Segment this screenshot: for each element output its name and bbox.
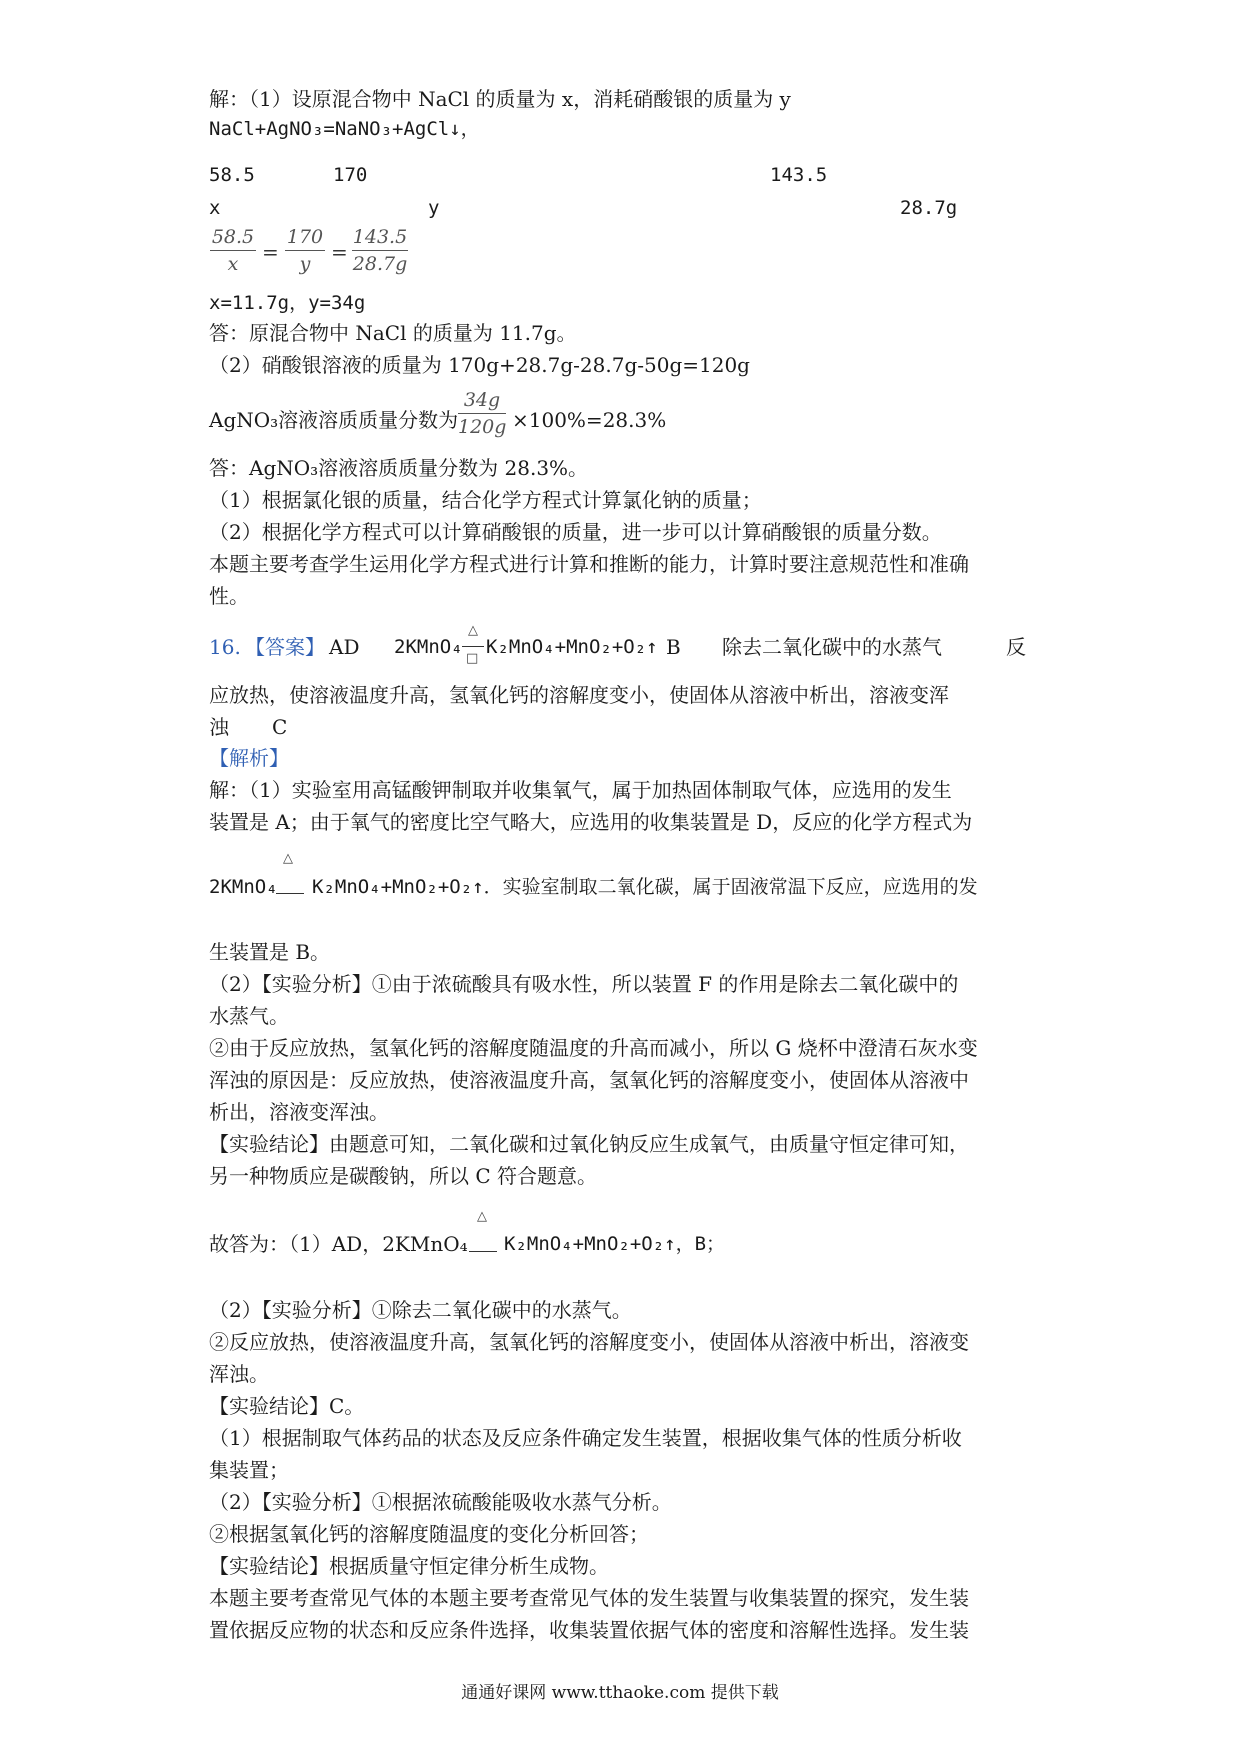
- text-line: 集装置；: [209, 1458, 289, 1482]
- equals-sign: =: [262, 240, 279, 264]
- equals-sign: =: [331, 240, 348, 264]
- fraction-bar: [210, 250, 256, 251]
- text-line: （2）硝酸银溶液的质量为 170g+28.7g-28.7g-50g=120g: [209, 353, 750, 377]
- answer-text: 除去二氧化碳中的水蒸气: [722, 635, 942, 659]
- equation-right: K₂MnO₄+MnO₂+O₂↑，B；: [504, 1233, 726, 1255]
- text-line: 浊: [209, 715, 229, 739]
- equation-line: NaCl+AgNO₃=NaNO₃+AgCl↓，: [209, 118, 480, 140]
- text-line: 性。: [209, 584, 249, 608]
- text-line: （1）根据氯化银的质量，结合化学方程式计算氯化钠的质量；: [209, 488, 762, 512]
- fraction-numerator: 143.5: [352, 226, 408, 248]
- heat-condition-icon: △: [468, 623, 478, 638]
- text-line: 【实验结论】C。: [209, 1394, 365, 1418]
- fraction-bar: [352, 250, 408, 251]
- text-line: （2）【实验分析】①由于浓硫酸具有吸水性，所以装置 F 的作用是除去二氧化碳中的: [209, 972, 959, 996]
- fraction: [352, 225, 408, 276]
- text-line: （2）【实验分析】①除去二氧化碳中的水蒸气。: [209, 1298, 632, 1322]
- reaction-line: [276, 893, 304, 894]
- text-line: 答：原混合物中 NaCl 的质量为 11.7g。: [209, 321, 577, 345]
- text-line: （2）根据化学方程式可以计算硝酸银的质量，进一步可以计算硝酸银的质量分数。: [209, 520, 942, 544]
- equation-var: 28.7g: [900, 197, 958, 219]
- fraction-denominator: 28.7g: [352, 253, 408, 275]
- question-number: 16.: [209, 635, 241, 659]
- fraction-denominator: 120g: [458, 416, 507, 438]
- fraction-bar: [458, 413, 506, 414]
- equation-left: 2KMnO₄: [394, 636, 463, 658]
- equation-left: 2KMnO₄: [209, 876, 278, 898]
- answer-text: AD: [329, 635, 360, 659]
- text-line: 应放热，使溶液温度升高，氢氧化钙的溶解度变小，使固体从溶液中析出，溶液变浑: [209, 683, 949, 707]
- fraction-numerator: 58.5: [211, 226, 255, 248]
- text-line: 解：（1）实验室用高锰酸钾制取并收集氧气，属于加热固体制取气体，应选用的发生: [209, 778, 952, 802]
- text-line: 析出，溶液变浑浊。: [209, 1100, 389, 1124]
- equation-var: y: [428, 197, 440, 219]
- text-line: AgNO₃溶液溶质质量分数为: [209, 408, 459, 432]
- text-line: （1）根据制取气体药品的状态及反应条件确定发生装置，根据收集气体的性质分析收: [209, 1426, 962, 1450]
- text-line: 装置是 A；由于氧气的密度比空气略大，应选用的收集装置是 D，反应的化学方程式为: [209, 810, 973, 834]
- text-line: 水蒸气。: [209, 1004, 289, 1028]
- fraction: [285, 225, 325, 276]
- page-footer: 通通好课网 www.tthaoke.com 提供下载: [461, 1683, 779, 1703]
- text-line: 答：AgNO₃溶液溶质质量分数为 28.3%。: [209, 456, 589, 480]
- fraction-denominator: x: [227, 253, 239, 275]
- text-line: 另一种物质应是碳酸钠，所以 C 符合题意。: [209, 1164, 598, 1188]
- fraction: [458, 388, 506, 439]
- fraction-bar: [285, 250, 325, 251]
- fraction-denominator: y: [299, 253, 311, 275]
- reaction-line: [469, 1251, 497, 1252]
- equation-left: 故答为：（1）AD，2KMnO₄: [209, 1232, 468, 1256]
- text-line: 本题主要考查学生运用化学方程式进行计算和推断的能力，计算时要注意规范性和准确: [209, 552, 969, 576]
- text-line: ×100%=28.3%: [512, 408, 667, 432]
- heat-condition-icon: △: [283, 851, 293, 866]
- text-line: 浑浊的原因是：反应放热，使溶液温度升高，氢氧化钙的溶解度变小，使固体从溶液中: [209, 1068, 969, 1092]
- fraction: [210, 225, 256, 276]
- equation-right: K₂MnO₄+MnO₂+O₂↑．实验室制取二氧化碳，属于固液常温下反应，应选用的发: [312, 876, 978, 898]
- text-line: ②由于反应放热，氢氧化钙的溶解度随温度的升高而减小，所以 G 烧杯中澄清石灰水变: [209, 1036, 978, 1060]
- reaction-line: [462, 646, 484, 647]
- text-line: （2）【实验分析】①根据浓硫酸能吸收水蒸气分析。: [209, 1490, 672, 1514]
- text-line: 生装置是 B。: [209, 940, 331, 964]
- text-line: ②反应放热，使溶液温度升高，氢氧化钙的溶解度变小，使固体从溶液中析出，溶液变: [209, 1330, 969, 1354]
- equation-var: x: [209, 197, 221, 219]
- text-line: 本题主要考查常见气体的本题主要考查常见气体的发生装置与收集装置的探究，发生装: [209, 1586, 969, 1610]
- text-line: C: [272, 715, 288, 739]
- text-line: 【实验结论】由题意可知，二氧化碳和过氧化钠反应生成氧气，由质量守恒定律可知，: [209, 1132, 969, 1156]
- answer-text: B: [666, 635, 681, 659]
- text-line: ②根据氢氧化钙的溶解度随温度的变化分析回答；: [209, 1522, 649, 1546]
- text-line: 置依据反应物的状态和反应条件选择，收集装置依据气体的密度和溶解性选择。发生装: [209, 1618, 969, 1642]
- equation-coef: 58.5: [209, 164, 255, 186]
- text-line: 浑浊。: [209, 1362, 269, 1386]
- equation-right: K₂MnO₄+MnO₂+O₂↑: [486, 636, 658, 658]
- box-condition-icon: □: [466, 651, 479, 666]
- heat-condition-icon: △: [477, 1209, 487, 1224]
- answer-text: 反: [1006, 635, 1026, 659]
- text-line: 【实验结论】根据质量守恒定律分析生成物。: [209, 1554, 609, 1578]
- text-line: x=11.7g，y=34g: [209, 292, 366, 314]
- text-line: 解：（1）设原混合物中 NaCl 的质量为 x，消耗硝酸银的质量为 y: [209, 87, 791, 111]
- answer-label: 【答案】: [245, 635, 325, 659]
- fraction-numerator: 34g: [463, 389, 501, 411]
- analysis-label: 【解析】: [209, 746, 289, 770]
- equation-coef: 143.5: [770, 164, 828, 186]
- equation-coef: 170: [333, 164, 368, 186]
- fraction-numerator: 170: [286, 226, 324, 248]
